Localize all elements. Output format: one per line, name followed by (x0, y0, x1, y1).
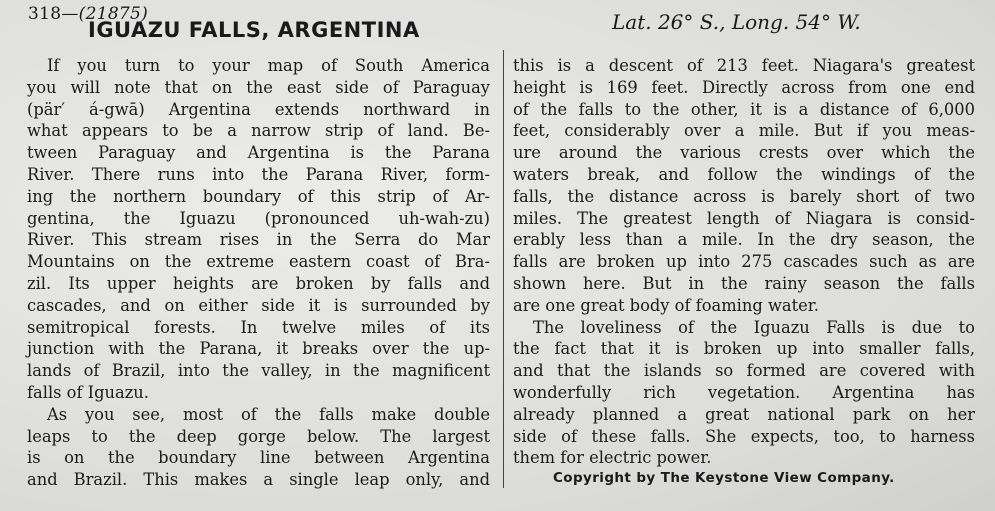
text-line: cascades, and on either side it is surrounded by (27, 295, 490, 315)
page-number: 318— (28, 4, 79, 24)
text-line: feet, considerably over a mile. But if you meas- (513, 121, 975, 141)
text-line: already planned a great national park on her (513, 404, 975, 424)
card-header (0, 0, 995, 48)
text-line: them for electric power. (513, 448, 712, 468)
text-line: and that the islands so formed are covered with (513, 361, 975, 381)
text-line: of the falls to the other, it is a distance of 6,000 (513, 99, 975, 119)
column-divider (503, 50, 504, 488)
card-title: IGUAZU FALLS, ARGENTINA (88, 18, 420, 42)
text-line: waters break, and follow the windings of the (513, 164, 975, 184)
text-line: River. This stream rises in the Serra do Mar (27, 230, 490, 250)
left-column (27, 55, 490, 491)
text-line: ure around the various crests over which the (513, 143, 975, 163)
text-line: the fact that it is broken up into smaller falls, (513, 339, 975, 359)
right-column (513, 55, 975, 469)
text-line: As you see, most of the falls make double (47, 404, 490, 424)
text-line: If you turn to your map of South America (47, 56, 490, 75)
text-line: and Brazil. This makes a single leap only, and (27, 470, 490, 490)
text-line: is on the boundary line between Argentina (27, 448, 490, 468)
text-line: River. There runs into the Parana River, form- (27, 164, 490, 184)
text-line: shown here. But in the rainy season the falls (513, 273, 975, 293)
text-line: what appears to be a narrow strip of land. Be- (27, 121, 490, 141)
text-line: falls of Iguazu. (27, 382, 149, 402)
text-line: miles. The greatest length of Niagara is consid- (513, 208, 975, 228)
text-line: side of these falls. She expects, too, to harness (513, 426, 975, 446)
text-line: The loveliness of the Iguazu Falls is due to (533, 317, 975, 337)
text-line: gentina, the Iguazu (pronounced uh-wah-zu) (27, 208, 490, 228)
card-number: (21875) (78, 4, 149, 24)
text-line: this is a descent of 213 feet. Niagara's greatest (513, 56, 975, 75)
text-line: tween Paraguay and Argentina is the Parana (27, 143, 490, 163)
text-line: leaps to the deep gorge below. The largest (27, 426, 490, 446)
copyright-credit: Copyright by The Keystone View Company. (553, 470, 895, 486)
text-line: (pär′ á-gwā) Argentina extends northward in (27, 99, 490, 119)
text-line: you will note that on the east side of Paraguay (27, 77, 490, 97)
text-line: zil. Its upper heights are broken by falls and (27, 273, 490, 293)
text-line: Mountains on the extreme eastern coast of Bra- (27, 252, 490, 272)
text-line: semitropical forests. In twelve miles of its (27, 317, 490, 337)
text-line: falls, the distance across is barely short of two (513, 186, 975, 206)
text-line: falls are broken up into 275 cascades such as are (513, 252, 975, 272)
text-line: junction with the Parana, it breaks over the up- (27, 339, 490, 359)
text-line: height is 169 feet. Directly across from one end (513, 77, 975, 97)
text-line: erably less than a mile. In the dry season, the (513, 230, 975, 250)
text-line: ing the northern boundary of this strip of Ar- (27, 186, 490, 206)
coordinates: Lat. 26° S., Long. 54° W. (612, 10, 861, 34)
text-line: lands of Brazil, into the valley, in the magnificent (27, 361, 490, 381)
text-line: wonderfully rich vegetation. Argentina has (513, 382, 975, 402)
text-line: are one great body of foaming water. (513, 295, 819, 315)
